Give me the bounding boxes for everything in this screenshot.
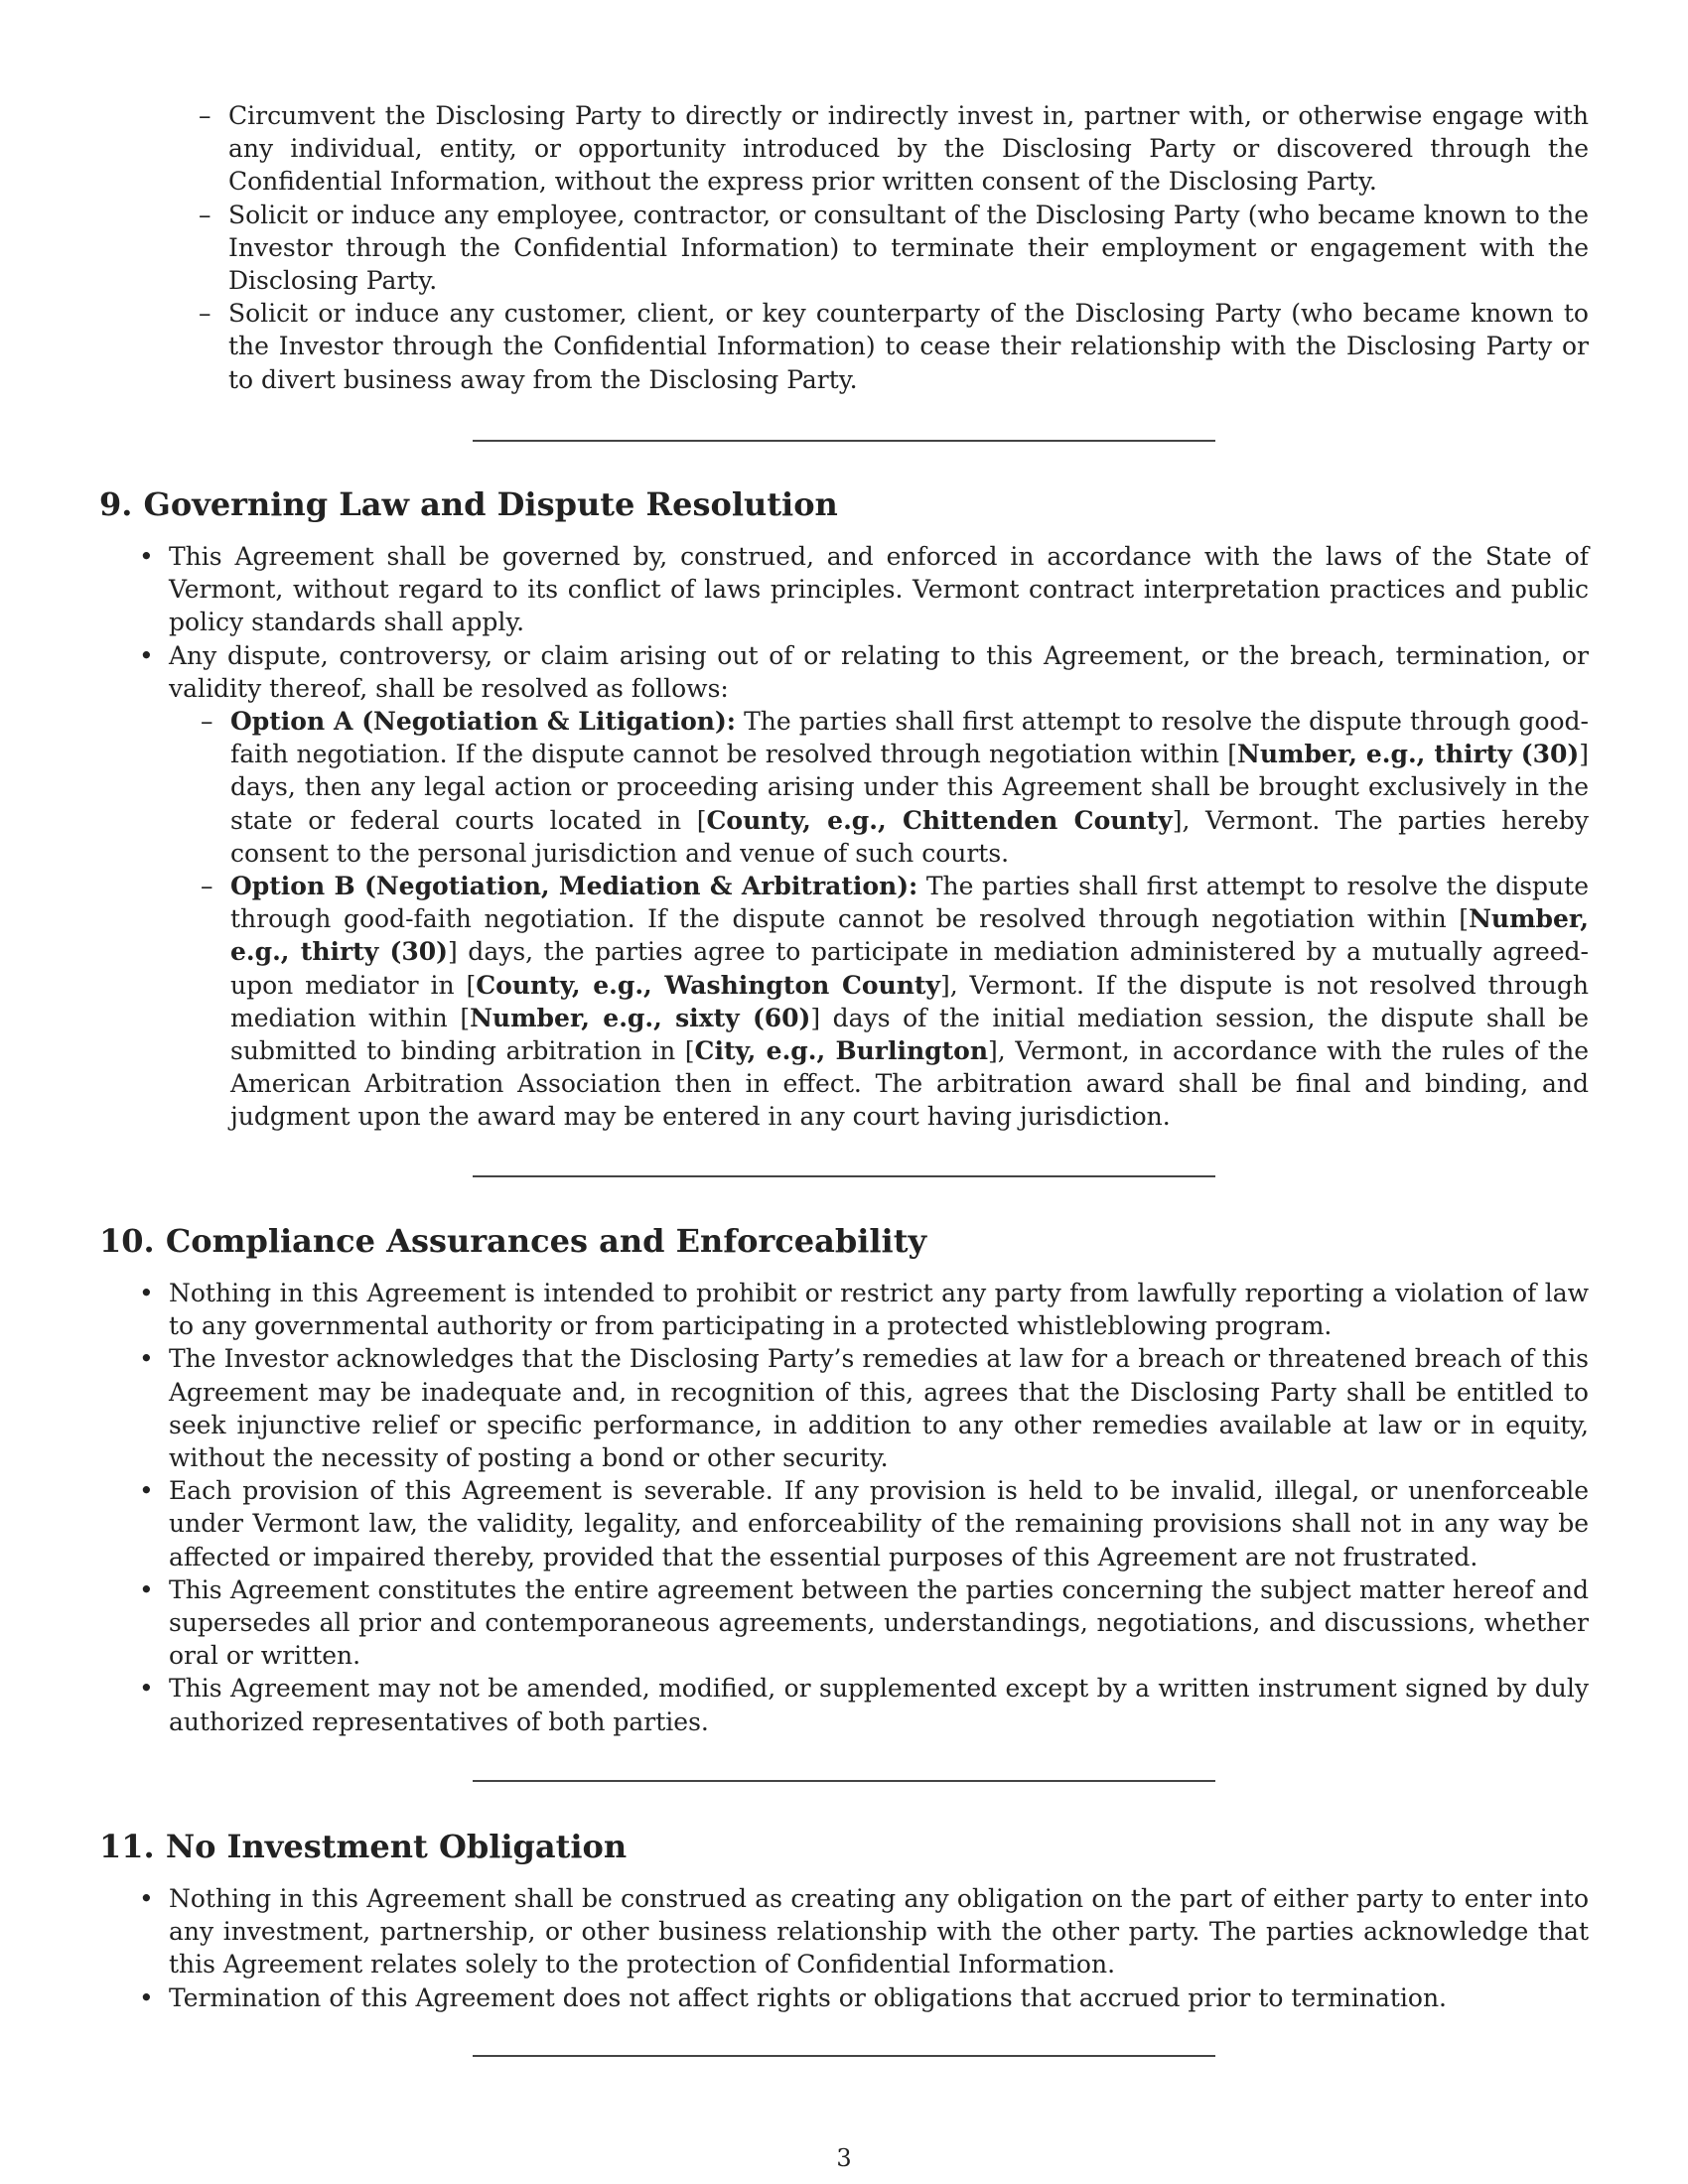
option-b bbox=[169, 870, 1589, 1134]
list-item-text: Any dispute, controversy, or claim arising out of or relating to this Agreement, or the breach, termination, or validity thereof, shall be resolved as follows: bbox=[169, 640, 1589, 703]
placeholder-field: Number, e.g., thirty (30) bbox=[1236, 740, 1580, 769]
option-text: ] days of the initial mediation session, the dispute shall be submitted to binding arbitration in [ bbox=[230, 1003, 1590, 1066]
list-item: • Nothing in this Agreement is intended to prohibit or restrict any party from lawfully reporting a violation of law to any governmental authority or from participating in a protected whistleblowing program. bbox=[99, 1277, 1589, 1342]
section-9-body bbox=[99, 540, 1589, 1134]
option-text: ] days, the parties agree to participate in mediation administered by a mutually agreed-upon mediator in [ bbox=[230, 937, 1589, 1000]
option-a-label: Option A (Negotiation & Litigation): bbox=[230, 707, 737, 737]
option-text: The parties shall first attempt to resolve the dispute through good-faith negotiation. If the dispute cannot be resolved through negotiation within [ bbox=[230, 872, 1589, 934]
list-item: • Termination of this Agreement does not affect rights or obligations that accrued prior to termination. bbox=[99, 1981, 1589, 2014]
section-divider bbox=[473, 1175, 1215, 1177]
list-item: • This Agreement may not be amended, modified, or supplemented except by a written instrument signed by duly authorized representatives of both parties. bbox=[99, 1672, 1589, 1737]
section-10-heading: 10. Compliance Assurances and Enforceability bbox=[99, 1222, 927, 1260]
option-text: ], Vermont. The parties hereby consent to the personal jurisdiction and venue of such courts. bbox=[230, 805, 1589, 868]
option-a bbox=[169, 705, 1589, 870]
list-item bbox=[99, 639, 1589, 1134]
section-11-body bbox=[99, 1882, 1589, 2014]
option-text: ] days, then any legal action or proceeding arising under this Agreement shall be brought exclusively in the state or federal courts located in [ bbox=[230, 740, 1589, 835]
option-text: The parties shall first attempt to resolve the dispute through good-faith negotiation. If the dispute cannot be resolved through negotiation within [ bbox=[230, 707, 1589, 769]
section-8-continued bbox=[167, 99, 1589, 396]
list-item: • This Agreement constitutes the entire agreement between the parties concerning the subject matter hereof and supersedes all prior and contemporaneous agreements, understandings, negotiations, and discussions, whether oral or written. bbox=[99, 1573, 1589, 1673]
section-divider bbox=[473, 2055, 1215, 2057]
list-item: – Circumvent the Disclosing Party to directly or indirectly invest in, partner with, or otherwise engage with any individual, entity, or opportunity introduced by the Disclosing Party or discovered through the Confidential Information, without the express prior written consent of the Disclosing Party. bbox=[167, 99, 1589, 199]
section-10-body bbox=[99, 1277, 1589, 1738]
placeholder-field: Number, e.g., thirty (30) bbox=[230, 904, 1589, 967]
list-item: • Each provision of this Agreement is severable. If any provision is held to be invalid, illegal, or unenforceable under Vermont law, the validity, legality, and enforceability of the remaining provisions shall not in any way be affected or impaired thereby, provided that the essential purposes of this Agreement are not frustrated. bbox=[99, 1474, 1589, 1573]
list-item: • Nothing in this Agreement shall be construed as creating any obligation on the part of either party to enter into any investment, partnership, or other business relationship with the other party. The parties acknowledge that this Agreement relates solely to the protection of Confidential Information. bbox=[99, 1882, 1589, 1981]
list-item: – Solicit or induce any employee, contractor, or consultant of the Disclosing Party (who became known to the Investor through the Confidential Information) to terminate their employment or engagement with the Disclosing Party. bbox=[167, 199, 1589, 298]
list-item: – Solicit or induce any customer, client, or key counterparty of the Disclosing Party (who became known to the Investor through the Confidential Information) to cease their relationship with the Disclosing Party or to divert business away from the Disclosing Party. bbox=[167, 297, 1589, 396]
list-item: • The Investor acknowledges that the Disclosing Party’s remedies at law for a breach or threatened breach of this Agreement may be inadequate and, in recognition of this, agrees that the Disclosing Party shall be entitled to seek injunctive relief or specific performance, in addition to any other remedies available at law or in equity, without the necessity of posting a bond or other security. bbox=[99, 1342, 1589, 1474]
placeholder-field: Number, e.g., sixty (60) bbox=[470, 1003, 811, 1032]
option-text: ], Vermont. If the dispute is not resolved through mediation within [ bbox=[230, 970, 1589, 1032]
option-text: ], Vermont, in accordance with the rules of the American Arbitration Association then in effect. The arbitration award shall be final and binding, and judgment upon the award may be entered in any court having jurisdiction. bbox=[230, 1036, 1589, 1132]
section-9-heading: 9. Governing Law and Dispute Resolution bbox=[99, 485, 838, 523]
placeholder-field: City, e.g., Burlington bbox=[694, 1036, 989, 1066]
section-divider bbox=[473, 440, 1215, 442]
option-b-label: Option B (Negotiation, Mediation & Arbitration): bbox=[230, 872, 918, 901]
list-item: • This Agreement shall be governed by, construed, and enforced in accordance with the laws of the State of Vermont, without regard to its conflict of laws principles. Vermont contract interpretation practices and public policy standards shall apply. bbox=[99, 540, 1589, 639]
placeholder-field: County, e.g., Chittenden County bbox=[706, 805, 1173, 835]
section-divider bbox=[473, 1780, 1215, 1782]
placeholder-field: County, e.g., Washington County bbox=[476, 970, 940, 1000]
section-11-heading: 11. No Investment Obligation bbox=[99, 1828, 628, 1865]
page-number: 3 bbox=[836, 2144, 852, 2172]
